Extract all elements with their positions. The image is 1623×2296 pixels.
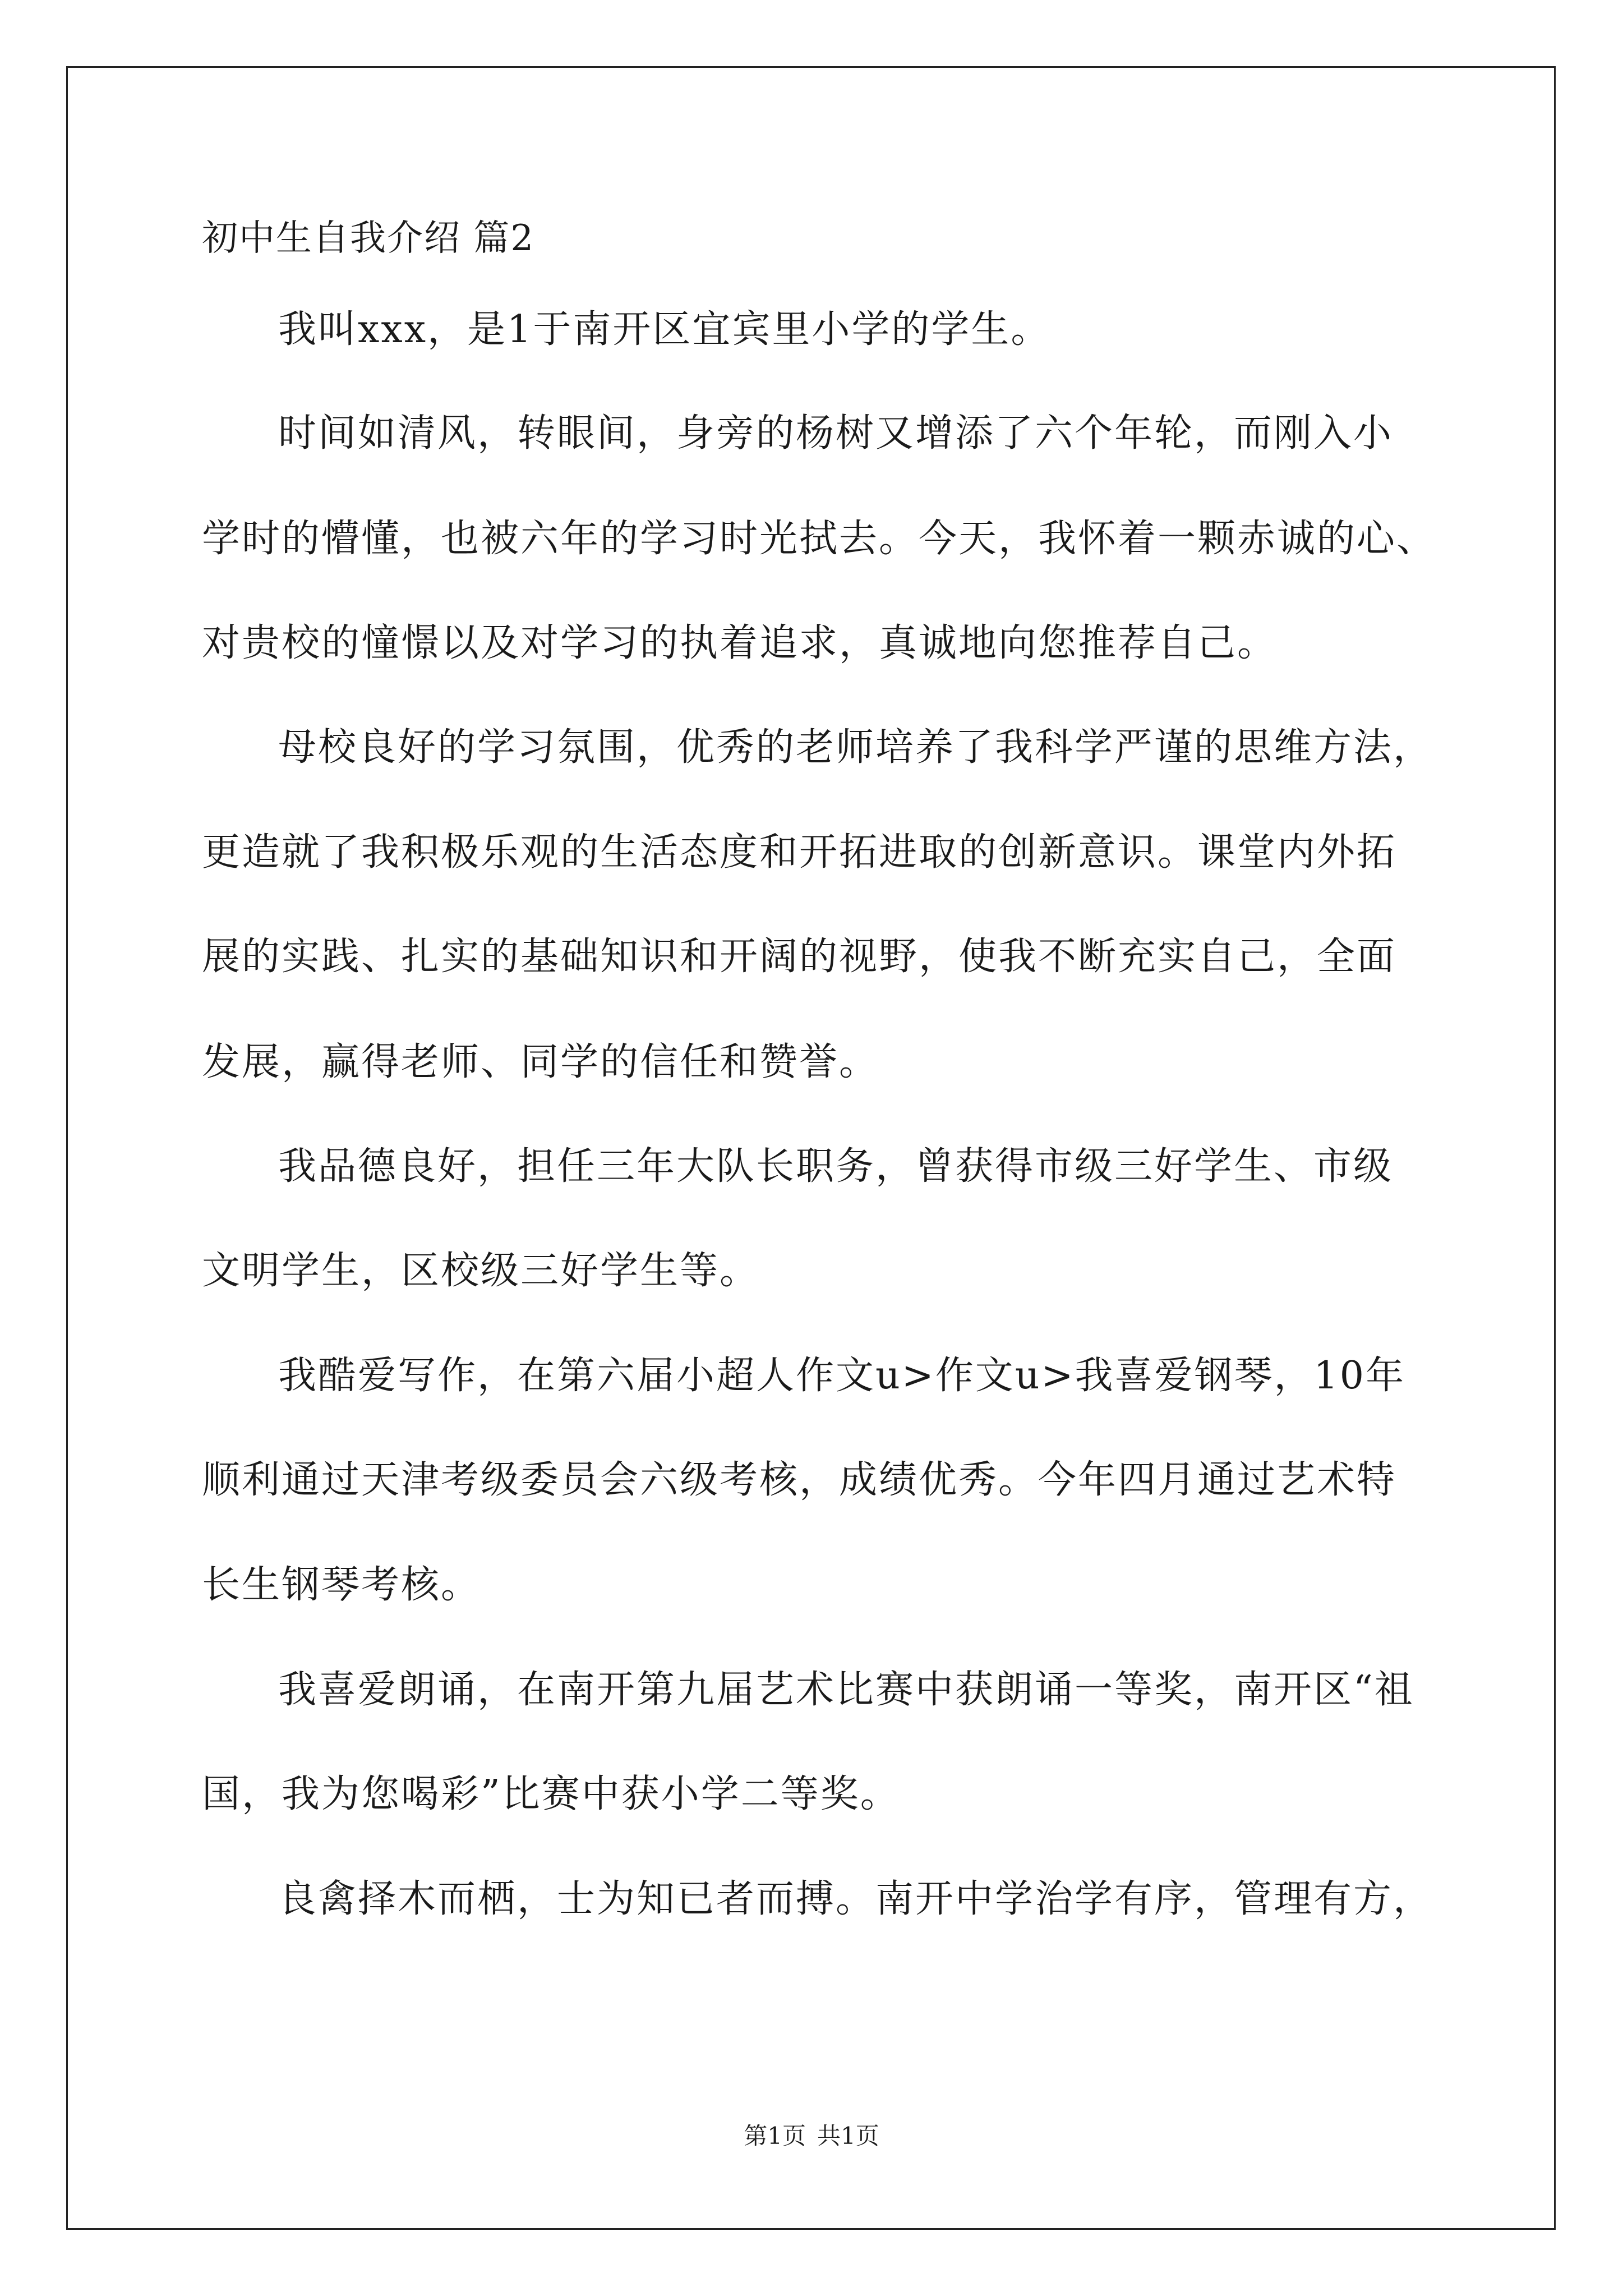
page-footer: [0, 2122, 1623, 2150]
paragraph-line: 展的实践、扎实的基础知识和开阔的视野，使我不断充实自己，全面: [202, 935, 1397, 979]
paragraph-line: 更造就了我积极乐观的生活态度和开拓进取的创新意识。课堂内外拓: [202, 830, 1397, 875]
paragraph-line: 顺利通过天津考级委员会六级考核，成绩优秀。今年四月通过艺术特: [202, 1458, 1397, 1502]
paragraph-line: 国，我为您喝彩”比赛中获小学二等奖。: [202, 1772, 900, 1816]
paragraph-line: 我喜爱朗诵，在南开第九届艺术比赛中获朗诵一等奖，南开区“祖: [278, 1668, 1414, 1712]
page-number-current: 第1页: [744, 2122, 806, 2150]
document-title: 初中生自我介绍 篇2: [202, 218, 535, 259]
page-number-total: 共1页: [817, 2122, 879, 2150]
paragraph-line: 母校良好的学习氛围，优秀的老师培养了我科学严谨的思维方法，: [278, 725, 1433, 770]
paragraph-line: 发展，赢得老师、同学的信任和赞誉。: [202, 1040, 879, 1084]
paragraph-line: 时间如清风，转眼间，身旁的杨树又增添了六个年轮，而刚入小: [278, 411, 1394, 455]
paragraph-line: 长生钢琴考核。: [202, 1563, 481, 1607]
paragraph-line: 学时的懵懂，也被六年的学习时光拭去。今天，我怀着一颗赤诚的心、: [202, 517, 1437, 561]
paragraph-line: 良禽择木而栖，士为知已者而搏。南开中学治学有序，管理有方，: [278, 1877, 1433, 1921]
paragraph-line: 对贵校的憧憬以及对学习的执着追求，真诚地向您推荐自己。: [202, 621, 1278, 665]
paragraph-line: 我品德良好，担任三年大队长职务，曾获得市级三好学生、市级: [278, 1144, 1394, 1189]
paragraph-line: 文明学生，区校级三好学生等。: [202, 1249, 760, 1293]
paragraph-line: 我叫xxx，是1于南开区宜宾里小学的学生。: [278, 307, 1051, 352]
paragraph-line: 我酷爱写作，在第六届小超人作文u>作文u>我喜爱钢琴，10年: [278, 1354, 1406, 1398]
